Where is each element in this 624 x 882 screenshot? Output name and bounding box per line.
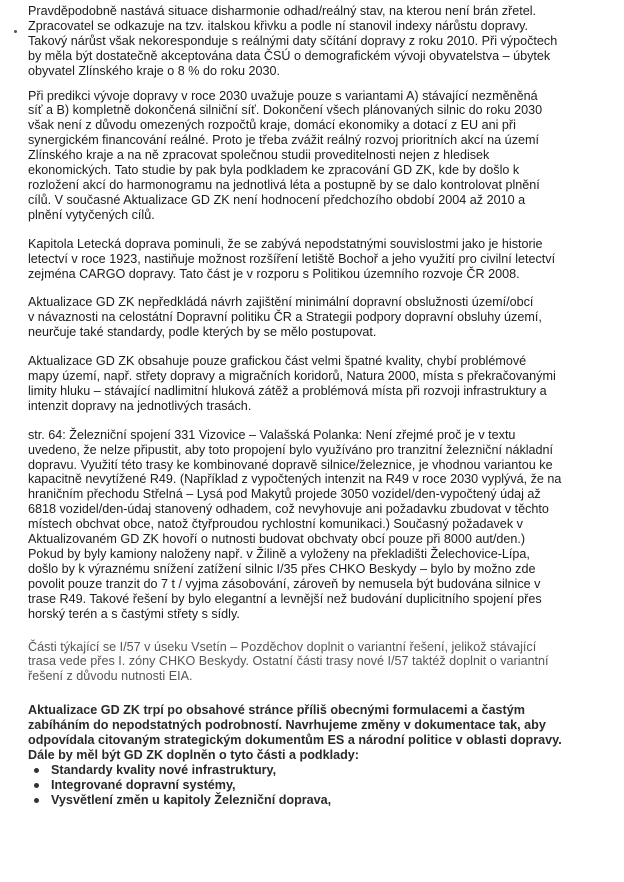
paragraph-summary-bold: Aktualizace GD ZK trpí po obsahové stránce příliš obecnými formulacemi a častým zabíháním do nepodstatných podrobností. Navrhujeme změny v dokumentace tak, aby odpovídala citovaným strategickým dokumentům ES a národní politice v oblasti dopravy. Dále by měl být GD ZK doplněn o tyto části a podklady: [28,703,562,762]
bullet-icon [34,768,39,773]
paragraph-railway-331: str. 64: Železniční spojení 331 Vizovice – Valašská Polanka: Není zřejmé proč je v textu uvedeno, že nelze připustit, aby toto propojení bylo využíváno pro tranzitní železniční nákladní dopravu. Využití této trasy ke kombinované dopravě silnice/železnice, je vhodnou variantou ke kapacitně nevytížené R49. (Například z vypočtených intenzit na R49 v roce 2030 vyplývá, že na hraničním přechodu Střelná – Lysá pod Makytů projede 3050 vozidel/den-vypočtený údaj až 6818 vozidel/den-údaj stanovený odhadem, což nevyhovuje ani požadavku zbudovat v těchto místech obchvat obce, natož čtyřproudou rychlostní komunikaci.) Současný požadavek v Aktualizovaném GD ZK hovoří o nutnosti budovat obchvaty obcí pouze při 8000 aut/den.) Pokud by byly kamiony naloženy např. v Žilině a vyloženy na překladišti Želechovice-Lípa, došlo by k výraznému snížení zatížení silnic I/35 přes CHKO Beskydy – bylo by možno zde povolit pouze tranzit do 7 t / vyjma zásobování, zároveň by nemusela být budována silnice v trase R49. Takové řešení by bylo elegantní a levnější než budování duplicitního spojení přes horský terén a s častými střety s sídly. [28,427,562,621]
scan-speck [14,30,17,33]
paragraph-air-transport: Kapitola Letecká doprava pominuli, že se zabývá nepodstatnými souvislostmi jako je historie letectví v roce 1923, nastiňuje možnost rozšíření letiště Bochoř a jeho využití pro civilní letectví zejména CARGO dopravy. Tato část je v rozporu s Politikou územního rozvoje ČR 2008. [28,236,556,281]
list-item-text: Vysvětlení změn u kapitoly Železniční doprava, [51,792,332,807]
list-item [30,763,610,778]
paragraph-traffic-forecast: Pravděpodobně nastává situace disharmonie odhad/reálný stav, na kterou není brán zřetel. Zpracovatel se odkazuje na tzv. italskou křivku a podle ní stanovil indexy nárůstu dopravy. Takový nárůst však nekoresponduje s reálnými daty sčítání dopravy z roku 2010. Při výpočtech by měla být dostatečně akceptována data ČSÚ o demografickém vývoji obyvatelstva – úbytek obyvatel Zlínského kraje o 8 % do roku 2030. [28,4,558,78]
list-item-text: Standardy kvality nové infrastruktury, [51,762,277,777]
bullet-icon [34,783,39,788]
list-item-text: Integrované dopravní systémy, [51,777,236,792]
paragraph-transport-service: Aktualizace GD ZK nepředkládá návrh zajištění minimální dopravní obslužnosti území/obcí v návaznosti na celostátní Dopravní politiku ČR a Strategii podpory dopravní obsluhy území, neurčuje také standardy, podle kterých by se mělo postupovat. [28,295,542,340]
paragraph-graphic-part: Aktualizace GD ZK obsahuje pouze grafickou část velmi špatné kvality, chybí problémové mapy území, např. střety dopravy a migračních koridorů, Natura 2000, místa s překračovanými limity hluku – stávající nadlimitní hluková zátěž a problémová místa při rozvoji infrastruktury a intenzit dopravy na jednotlivých trasách. [28,354,556,413]
paragraph-2030-prediction: Při predikci vývoje dopravy v roce 2030 uvažuje pouze s variantami A) stávající nezměněná síť a B) kompletně dokončená silniční síť. Dokončení všech plánovaných silnic do roku 2030 však není z důvodu omezených rozpočtů kraje, domácí ekonomiky a dotací z EU ani při synergickém financování reálné. Proto je třeba zvážit reálný rozvoj prioritních akcí na území Zlínského kraje a na ně zpracovat společnou studii proveditelnosti nejen z hledisek ekonomických. Tato studie by pak byla podkladem ke zpracování GD ZK, kde by došlo k rozložení akcí do harmonogramu na jednotlivá léta a postupně by se dalo kontrolovat plnění cílů. V současné Aktualizace GD ZK není hodnocení předchozího období 2004 až 2010 a plnění vytyčených cílů. [28,88,543,222]
paragraph-road-i57: Části týkající se I/57 v úseku Vsetín – Pozděchov doplnit o variantní řešení, jelikož stávající trasa vede přes I. zóny CHKO Beskydy. Ostatní části trasy nové I/57 taktéž doplnit o variantní řešení z důvodu nutnosti EIA. [28,639,549,684]
list-item [30,778,610,793]
list-item [30,793,610,808]
bullet-icon [34,798,39,803]
bullet-list [28,763,610,808]
